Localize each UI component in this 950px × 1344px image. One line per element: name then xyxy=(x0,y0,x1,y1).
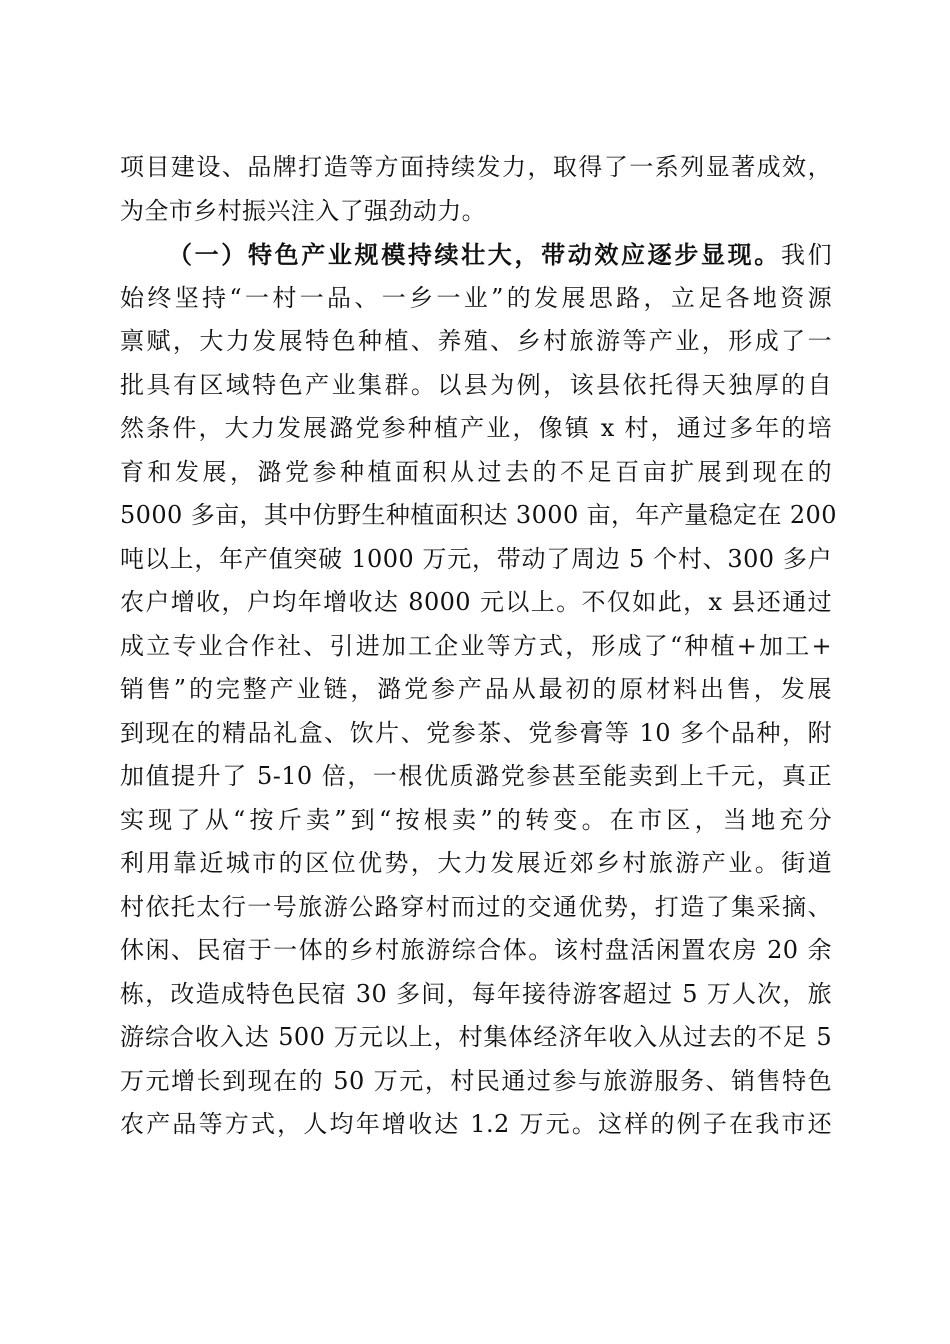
paragraph-line: 吨以上，年产值突破 1000 万元，带动了周边 5 个村、300 多户 xyxy=(120,544,832,573)
paragraph-line: 到现在的精品礼盒、饮片、党参茶、党参膏等 10 多个品种，附 xyxy=(120,718,832,747)
paragraph-line: 成立专业合作社、引进加工企业等方式，形成了“种植+加工+ xyxy=(120,631,832,660)
paragraph-line: 农户增收，户均年增收达 8000 元以上。不仅如此，x 县还通过 xyxy=(120,588,832,616)
paragraph-line: 休闲、民宿于一体的乡村旅游综合体。该村盘活闲置农房 20 余 xyxy=(120,936,832,964)
intro-line-2: 为全市乡村振兴注入了强劲动力。 xyxy=(120,196,486,225)
paragraph-line: 然条件，大力发展潞党参种植产业，像镇 x 村，通过多年的培 xyxy=(120,414,832,442)
paragraph-line: 销售”的完整产业链，潞党参产品从最初的原材料出售，发展 xyxy=(120,675,832,703)
paragraph-line: 加值提升了 5-10 倍，一根优质潞党参甚至能卖到上千元，真正 xyxy=(120,762,832,790)
paragraph-line: 5000 多亩，其中仿野生种植面积达 3000 亩，年产量稳定在 200 xyxy=(120,501,837,529)
body-text xyxy=(120,146,837,1147)
section-heading-line xyxy=(120,233,832,277)
paragraph-line: 万元增长到现在的 50 万元，村民通过参与旅游服务、销售特色 xyxy=(120,1066,832,1095)
intro-line-1: 项目建设、品牌打造等方面持续发力，取得了一系列显著成效， xyxy=(120,153,832,181)
paragraph-line: 禀赋，大力发展特色种植、养殖、乡村旅游等产业，形成了一 xyxy=(120,327,832,355)
paragraph-line: 农产品等方式，人均年增收达 1.2 万元。这样的例子在我市还 xyxy=(120,1110,832,1138)
paragraph-line: 始终坚持“一村一品、一乡一业”的发展思路，立足各地资源 xyxy=(120,283,832,312)
paragraph-line: 村依托太行一号旅游公路穿村而过的交通优势，打造了集采摘、 xyxy=(120,892,832,921)
section-heading: （一）特色产业规模持续壮大，带动效应逐步显现。 xyxy=(168,240,781,269)
paragraph-line: 实现了从“按斤卖”到“按根卖”的转变。在市区，当地充分 xyxy=(120,805,832,834)
section-heading-tail: 我们 xyxy=(780,241,832,269)
paragraph-line: 批具有区域特色产业集群。以县为例，该县依托得天独厚的自 xyxy=(120,370,832,399)
paragraph-line: 栋，改造成特色民宿 30 多间，每年接待游客超过 5 万人次，旅 xyxy=(120,979,832,1008)
paragraph-line: 育和发展，潞党参种植面积从过去的不足百亩扩展到现在的 xyxy=(120,457,832,486)
paragraph-line: 游综合收入达 500 万元以上，村集体经济年收入从过去的不足 5 xyxy=(120,1023,832,1051)
paragraph-line: 利用靠近城市的区位优势，大力发展近郊乡村旅游产业。街道 xyxy=(120,849,832,877)
